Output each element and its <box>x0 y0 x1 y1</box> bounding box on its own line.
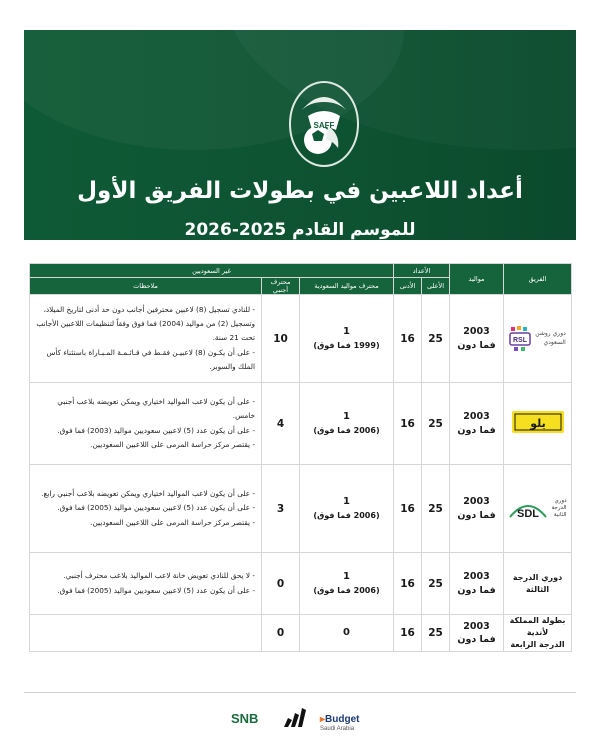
note-item: - يقتصر مركز حراسة المرمى على اللاعبين السعوديين. <box>34 516 255 530</box>
notes-cell <box>30 295 262 383</box>
col-notes: ملاحظات <box>30 278 262 295</box>
foreign-cell: 0 <box>262 553 300 615</box>
league-caption: دوري <box>554 497 567 504</box>
min-cell: 16 <box>394 465 422 553</box>
note-item: - لا يحق للنادي تعويض خانة لاعب المواليد بلاعب محترف أجنبي. <box>34 569 255 583</box>
min-cell: 16 <box>394 295 422 383</box>
max-cell: 25 <box>422 383 450 465</box>
note-item: - على أن يكون عدد (5) لاعبين سعوديين مواليد (2003) فما فوق. <box>34 424 255 438</box>
note-item: - على أن يكون عدد (5) لاعبين سعوديين مواليد (2005) فما فوق. <box>34 584 255 598</box>
header-banner <box>24 30 576 240</box>
dob-cell: 2003 فما دون <box>450 553 504 615</box>
snb-logo: SNB <box>231 711 259 726</box>
col-saudi-born: محترف مواليد السعودية <box>300 278 394 295</box>
league-caption: السعودي <box>543 338 566 346</box>
notes-cell <box>30 465 262 553</box>
sponsor-bar <box>0 707 600 735</box>
table-row <box>30 615 572 652</box>
saff-logo <box>288 80 360 168</box>
league-caption: الدرجة <box>551 504 567 511</box>
league-caption: الثانية <box>553 512 567 519</box>
svg-text:يلو: يلو <box>529 417 546 430</box>
note-item: - على أن يكـون (8) لاعبيـن فقـط في قـائـمـة المـبـاراة باستثناء كأس الملك والسوبر. <box>34 346 255 374</box>
min-cell: 16 <box>394 553 422 615</box>
sdl-logo <box>508 497 548 521</box>
col-team: الفريق <box>504 264 572 295</box>
table-row <box>30 383 572 465</box>
note-item: - يقتصر مركز حراسة المرمى على اللاعبين السعوديين. <box>34 438 255 452</box>
league-caption: دوري روشن <box>535 330 566 338</box>
players-table <box>29 263 571 652</box>
max-cell: 25 <box>422 295 450 383</box>
yelo-logo <box>512 411 564 433</box>
table-row <box>30 295 572 383</box>
dob-cell: 2003 فما دون <box>450 615 504 652</box>
col-dob: مواليد <box>450 264 504 295</box>
svg-text:SAFF: SAFF <box>313 121 335 130</box>
league-cell <box>504 383 572 465</box>
dob-cell: 2003 فما دون <box>450 295 504 383</box>
note-item: - على أن يكون لاعب المواليد اختياري ويمكن تعويضه بلاعب أجنبي رابع. <box>34 487 255 501</box>
min-cell: 16 <box>394 383 422 465</box>
league-cell <box>504 465 572 553</box>
dob-cell: 2003 فما دون <box>450 465 504 553</box>
note-item: - للنادي تسجيل (8) لاعبين محترفين أجانب دون حد أدنى لتاريخ الميلاد، وتسجيل (2) من مواليد (2004) فما فوق وفقاً لتنظيمات اللاعبين الأجانب تحت 21 سنة. <box>34 303 255 346</box>
max-cell: 25 <box>422 553 450 615</box>
notes-cell <box>30 553 262 615</box>
league-cell: دوري الدرجة الثالثة <box>504 553 572 615</box>
col-foreign: محترف أجنبي <box>262 278 300 295</box>
page-subtitle: للموسم القادم 2025-2026 <box>184 220 416 240</box>
saudi-born-cell: 1 (2006 فما فوق) <box>300 553 394 615</box>
note-item: - على أن يكون عدد (5) لاعبين سعوديين مواليد (2005) فما فوق. <box>34 501 255 515</box>
budget-logo: ▸Budget Saudi Arabia <box>320 714 360 732</box>
table-row <box>30 553 572 615</box>
adidas-logo <box>282 707 308 729</box>
svg-text:RSL: RSL <box>513 336 528 344</box>
col-max: الأعلى <box>422 278 450 295</box>
league-cell: بطولة المملكة لأندية الدرجة الرابعة <box>504 615 572 652</box>
note-item: - على أن يكون لاعب المواليد اختياري ويمكن تعويضه بلاعب أجنبي خامس. <box>34 395 255 423</box>
foreign-cell: 10 <box>262 295 300 383</box>
svg-text:SDL: SDL <box>517 507 540 520</box>
saudi-born-cell: 0 <box>300 615 394 652</box>
notes-cell <box>30 383 262 465</box>
col-min: الأدنى <box>394 278 422 295</box>
saudi-born-cell: 1 (2006 فما فوق) <box>300 465 394 553</box>
league-cell <box>504 295 572 383</box>
max-cell: 25 <box>422 465 450 553</box>
saudi-born-cell: 1 (1999 فما فوق) <box>300 295 394 383</box>
max-cell: 25 <box>422 615 450 652</box>
min-cell: 16 <box>394 615 422 652</box>
foreign-cell: 4 <box>262 383 300 465</box>
foreign-cell: 3 <box>262 465 300 553</box>
dob-cell: 2003 فما دون <box>450 383 504 465</box>
table-row <box>30 465 572 553</box>
page-title: أعداد اللاعبين في بطولات الفريق الأول <box>77 178 523 204</box>
col-counts: الأعداد <box>394 264 450 278</box>
col-non-saudi: غير السعوديين <box>30 264 394 278</box>
foreign-cell: 0 <box>262 615 300 652</box>
saudi-born-cell: 1 (2006 فما فوق) <box>300 383 394 465</box>
footer-divider <box>24 692 576 693</box>
rsl-logo <box>509 326 531 352</box>
notes-cell <box>30 615 262 652</box>
